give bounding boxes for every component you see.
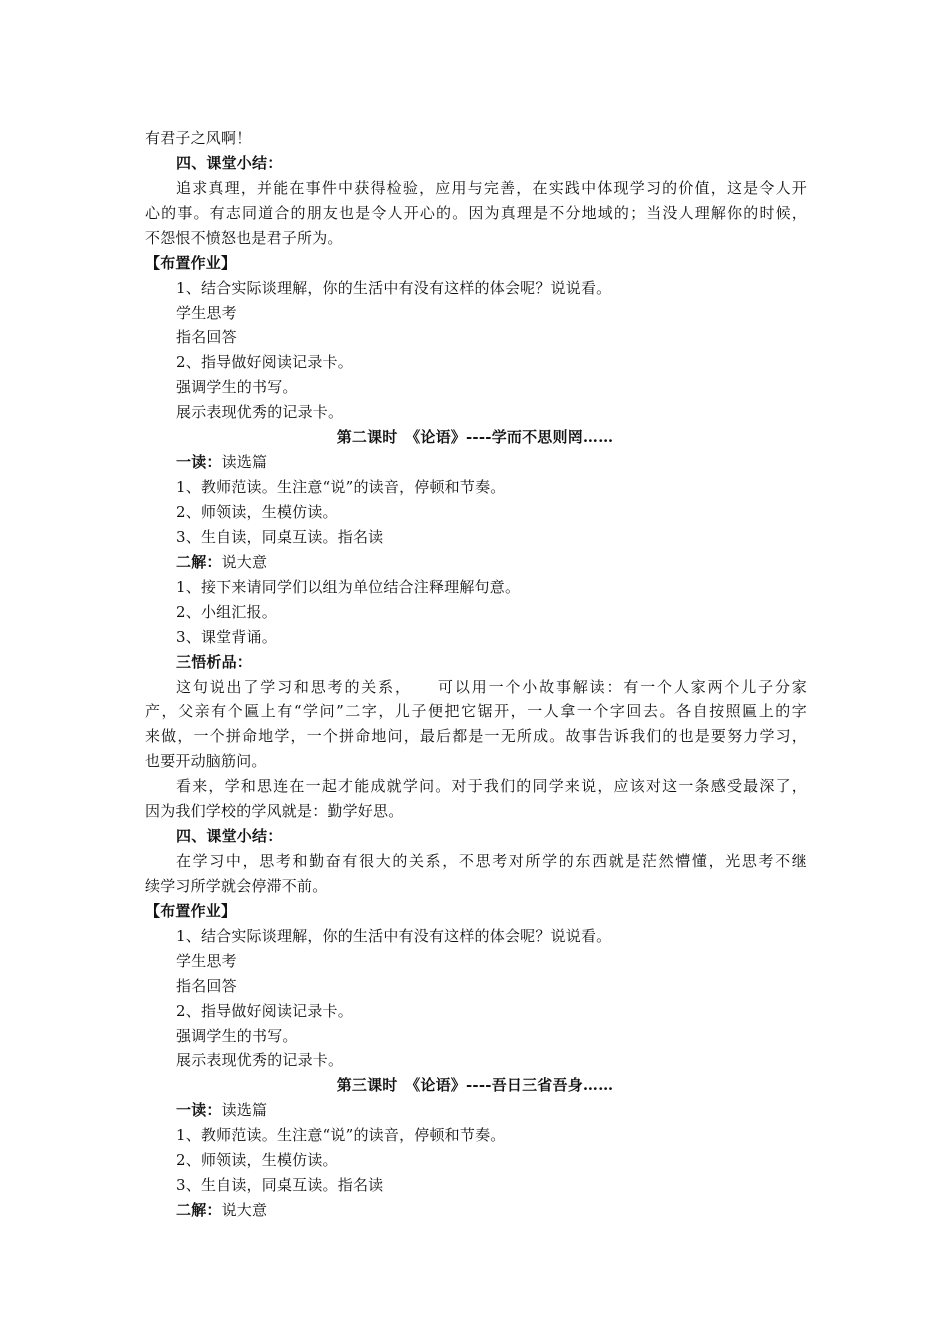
text-line: 展示表现优秀的记录卡。 — [176, 403, 344, 422]
section-label: 四、课堂小结： — [176, 153, 283, 172]
text-line: 在学习中，思考和勤奋有很大的关系，不思考对所学的东西就是茫然懵懂，光思考不继 — [176, 852, 807, 870]
text-line: 2、师领读，生模仿读。 — [176, 1151, 338, 1170]
text-line: 1、结合实际谈理解，你的生活中有没有这样的体会呢？说说看。 — [176, 926, 612, 945]
text-line: 来做，一个拼命地学，一个拼命地问，最后都是一无所成。故事告诉我们的也是要努力学习， — [145, 727, 807, 746]
text-line: 1、教师范读。生注意“说”的读音，停顿和节奏。 — [176, 1126, 506, 1145]
section-label — [176, 1198, 267, 1222]
text-line: 1、结合实际谈理解，你的生活中有没有这样的体会呢？说说看。 — [176, 278, 612, 297]
text-line: 3、课堂背诵。 — [176, 627, 277, 646]
section-label: 【布置作业】 — [145, 901, 237, 920]
step-text: 读选篇 — [221, 1101, 268, 1120]
step-label: 一读： — [176, 1101, 222, 1120]
text-line: 指名回答 — [176, 328, 237, 347]
step-text: 读选篇 — [221, 453, 268, 472]
text-line: 3、生自读，同桌互读。指名读 — [176, 527, 384, 546]
text-line: 不怨恨不愤怒也是君子所为。 — [145, 228, 343, 247]
text-line: 产，父亲有个匾上有“学问”二字，儿子便把它锯开，一人拿一个字回去。各自按照匾上的字 — [145, 702, 807, 721]
step-label: 二解： — [176, 1201, 222, 1219]
step-text: 说大意 — [221, 1201, 268, 1219]
section-label — [176, 450, 267, 474]
text-line: 学生思考 — [176, 303, 237, 322]
text-line: 1、接下来请同学们以组为单位结合注释理解句意。 — [176, 577, 521, 596]
step-label: 一读： — [176, 453, 222, 472]
text-line: 这句说出了学习和思考的关系， 可以用一个小故事解读：有一个人家两个儿子分家 — [176, 677, 807, 696]
text-line: 2、指导做好阅读记录卡。 — [176, 1001, 353, 1020]
text-line: 强调学生的书写。 — [176, 378, 298, 397]
section-label: 【布置作业】 — [145, 253, 237, 272]
text-line: 学生思考 — [176, 951, 237, 970]
text-line: 续学习所学就会停滞不前。 — [145, 876, 328, 895]
text-line: 追求真理，并能在事件中获得检验，应用与完善，在实践中体现学习的价值，这是令人开 — [176, 178, 807, 197]
text-line: 因为我们学校的学风就是：勤学好思。 — [145, 802, 404, 821]
section-label — [176, 550, 267, 574]
step-label: 二解： — [176, 552, 222, 571]
text-line: 有君子之风啊！ — [145, 129, 252, 147]
text-line: 展示表现优秀的记录卡。 — [176, 1051, 344, 1070]
text-line: 心的事。有志同道合的朋友也是令人开心的。因为真理是不分地域的；当没人理解你的时候， — [145, 203, 807, 222]
section-label: 三悟析品： — [176, 652, 253, 671]
text-line: 2、指导做好阅读记录卡。 — [176, 353, 353, 372]
text-line: 强调学生的书写。 — [176, 1026, 298, 1045]
section-heading: 第三课时 《论语》----吾日三省吾身…… — [336, 1076, 614, 1095]
section-heading: 第二课时 《论语》----学而不思则罔…… — [336, 428, 614, 447]
text-line: 2、师领读，生模仿读。 — [176, 502, 338, 521]
text-line: 指名回答 — [176, 976, 237, 995]
section-label — [176, 1098, 267, 1122]
text-line: 看来，学和思连在一起才能成就学问。对于我们的同学来说，应该对这一条感受最深了， — [176, 777, 807, 796]
text-line: 也要开动脑筋问。 — [145, 752, 267, 771]
text-line: 1、教师范读。生注意“说”的读音，停顿和节奏。 — [176, 478, 506, 496]
text-line: 2、小组汇报。 — [176, 602, 277, 621]
section-label: 四、课堂小结： — [176, 827, 283, 845]
step-text: 说大意 — [221, 552, 268, 571]
text-line: 3、生自读，同桌互读。指名读 — [176, 1176, 384, 1195]
